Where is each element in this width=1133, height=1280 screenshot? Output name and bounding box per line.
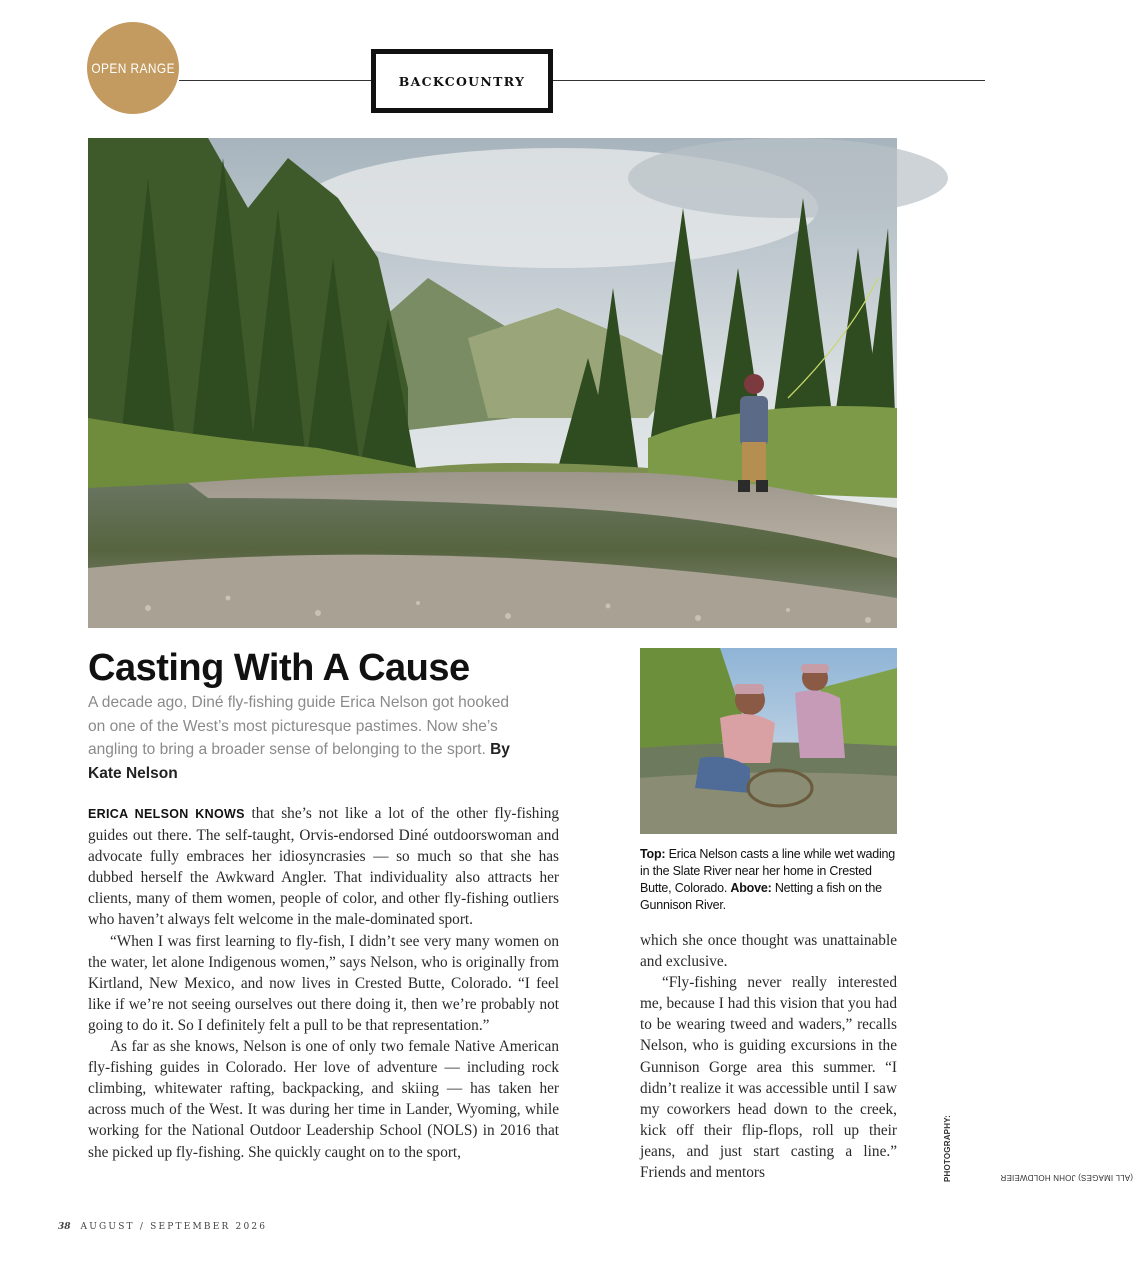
body-paragraph-5: “Fly-fishing never really interested me, because I had this vision that you had to be wearing tweed and waders,” recalls Nelson, who is guiding excursions in the Gunnison Gorge area this summer. “I didn’t realize it was accessible until I saw my coworkers head down to the creek, kick off their flip-flops, roll up their jeans, and just start casting a line.” Friends and mentors: [640, 974, 897, 1182]
photo-credit: [943, 992, 1133, 1182]
body-paragraph-1-text: that she’s not like a lot of the other fly-fishing guides out there. The self-taught, Orvis-endorsed Diné outdoorswoman and advocate fully embraces her idiosyncrasies — so much so that she has dubbed herself the Awkward Angler. That individuality also attracts her clients, many of them women, people of color, and other fly-fishing outliers who haven’t always felt welcome in the male-dominated sport.: [88, 805, 559, 929]
byline: By Kate Nelson: [88, 741, 510, 782]
photo-credit-text: [943, 1115, 1133, 1182]
caption-top-label: Top:: [640, 847, 666, 861]
body-paragraph-2: “When I was first learning to fly-fish, I didn’t see very many women on the water, let alone Indigenous women,” says Nelson, who is originally from Kirtland, New Mexico, and now lives in Crested Butte, Colorado. “I feel like if we’re not seeing ourselves out there doing it, then we’re probably not going to do it. So I definitely felt a pull to be that representation.”: [88, 932, 559, 1034]
article-dek: [88, 691, 520, 785]
inset-photo-netting-fish: [640, 648, 897, 834]
hero-photo-river-fly-fishing: [88, 138, 897, 628]
section-label: BACKCOUNTRY: [398, 73, 526, 89]
page-number: 38: [58, 1222, 71, 1232]
article-column-1: [88, 803, 559, 1163]
header-rule: [179, 80, 985, 81]
caption-top-text: Erica Nelson casts a line while wet wading in the Slate River near her home in Crested Butte, Colorado.: [640, 847, 896, 895]
badge-label: OPEN RANGE: [91, 60, 175, 76]
page-folio: [58, 1222, 267, 1232]
body-paragraph-1: [88, 803, 559, 931]
caption-above-text: Netting a fish on the Gunnison River.: [640, 881, 882, 912]
photo-caption: [640, 846, 897, 914]
open-range-badge: [87, 22, 179, 114]
section-label-box: [371, 49, 553, 113]
issue-date: AUGUST / SEPTEMBER 2026: [80, 1222, 268, 1232]
article-headline: Casting With A Cause: [88, 647, 470, 689]
body-paragraph-4: which she once thought was unattainable and exclusive.: [640, 932, 897, 971]
article-column-2: [640, 930, 897, 1183]
dek-text: A decade ago, Diné fly-fishing guide Erica Nelson got hooked on one of the West’s most picturesque pastimes. Now she’s angling to bring a broader sense of belonging to the sport.: [88, 694, 510, 758]
credit-text: (ALL IMAGES) JOHN HOLDWEIER: [1000, 1173, 1133, 1182]
body-paragraph-3: As far as she knows, Nelson is one of only two female Native American fly-fishing guides in Colorado. Her love of adventure — including rock climbing, whitewater rafting, backpacking, and skiing — has taken her across much of the West. It was during her time in Lander, Wyoming, while working for the National Outdoor Leadership School (NOLS) in 2016 that she picked up fly-fishing. She quickly caught on to the sport,: [88, 1038, 559, 1161]
credit-label: PHOTOGRAPHY:: [943, 1115, 952, 1182]
caption-above-label: Above:: [730, 881, 772, 895]
lede-run-in: ERICA NELSON KNOWS: [88, 807, 245, 821]
